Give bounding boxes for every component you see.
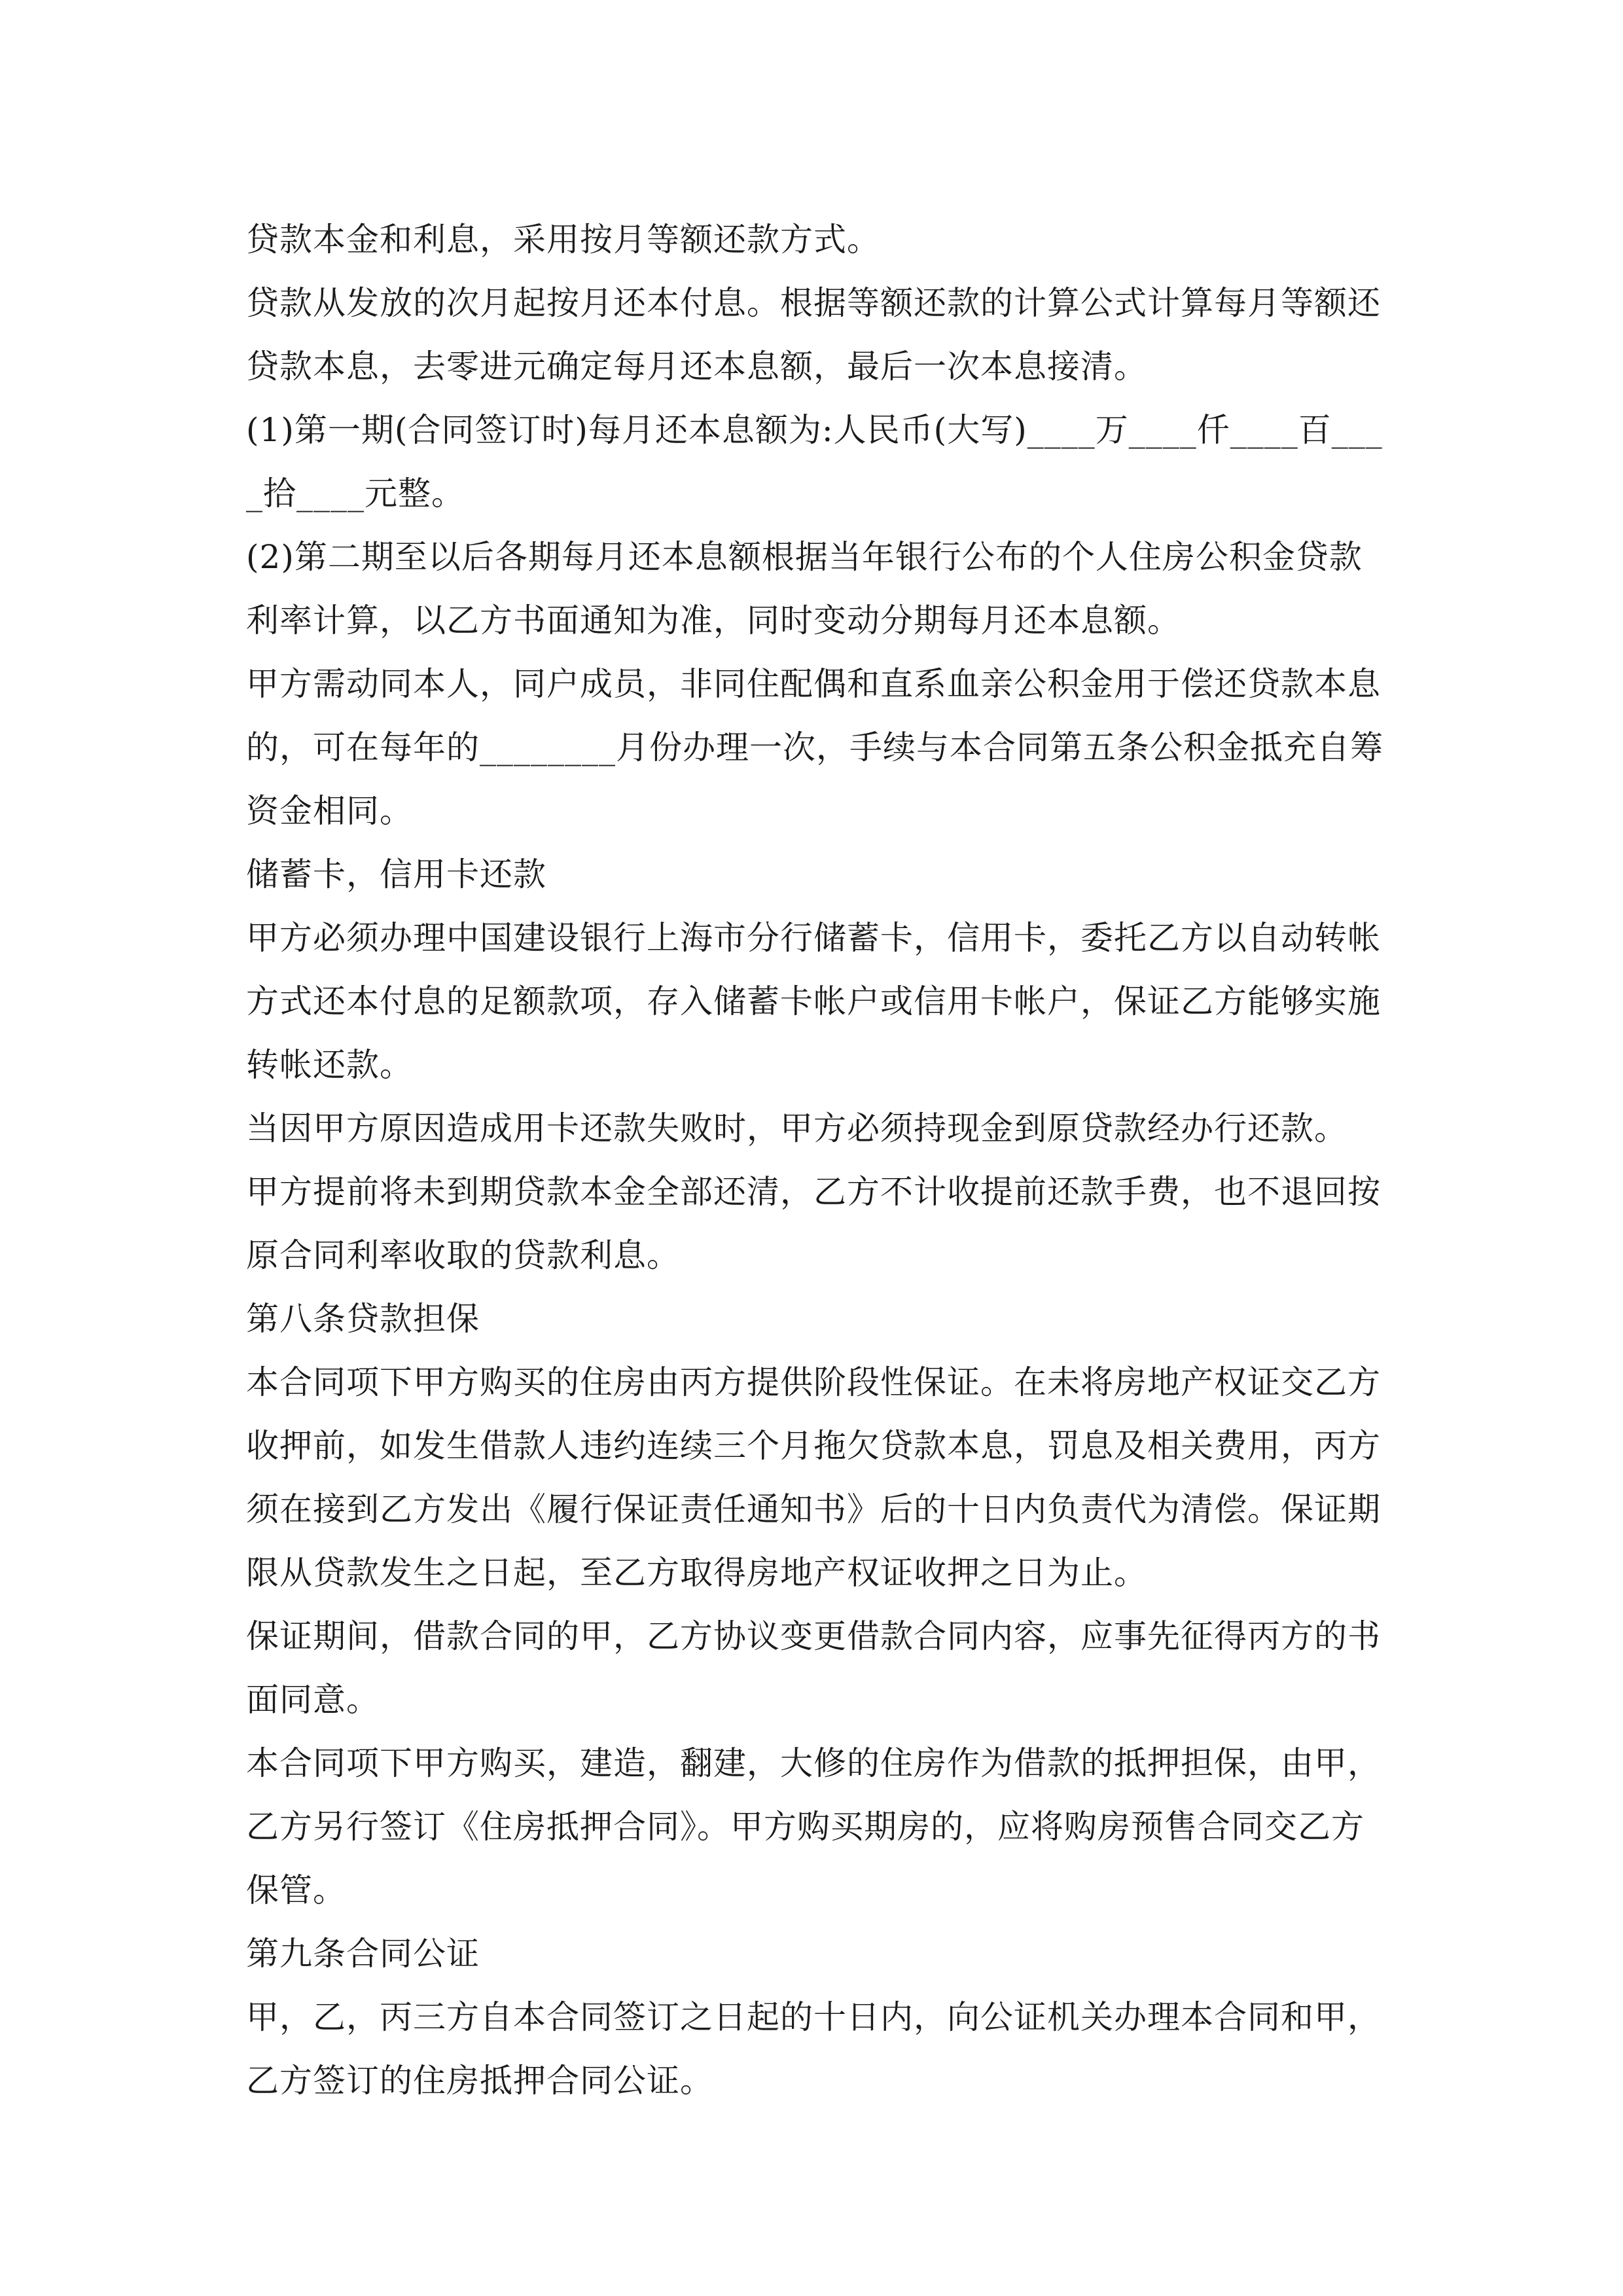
article-heading: 第八条贷款担保: [246, 1300, 480, 1338]
paragraph: (2)第二期至以后各期每月还本息额根据当年银行公布的个人住房公积金贷款利率计算，以乙方书面通知为准，同时变动分期每月还本息额。: [246, 538, 1363, 639]
paragraph: 甲，乙，丙三方自本合同签订之日起的十日内，向公证机关办理本合同和甲，乙方签订的住房抵押合同公证。: [246, 1998, 1381, 2100]
document-body: [246, 208, 1385, 2113]
paragraph: 甲方必须办理中国建设银行上海市分行储蓄卡，信用卡，委托乙方以自动转帐方式还本付息的足额款项，存入储蓄卡帐户或信用卡帐户，保证乙方能够实施转帐还款。: [246, 919, 1381, 1084]
paragraph: 甲方需动同本人，同户成员，非同住配偶和直系血亲公积金用于偿还贷款本息的，可在每年的________月份办理一次，手续与本合同第五条公积金抵充自筹资金相同。: [246, 665, 1383, 830]
paragraph: 本合同项下甲方购买的住房由丙方提供阶段性保证。在未将房地产权证交乙方收押前，如发生借款人违约连续三个月拖欠贷款本息，罚息及相关费用，丙方须在接到乙方发出《履行保证责任通知书》后的十日内负责代为清偿。保证期限从贷款发生之日起，至乙方取得房地产权证收押之日为止。: [246, 1363, 1381, 1592]
paragraph: 贷款从发放的次月起按月还本付息。根据等额还款的计算公式计算每月等额还贷款本息，去零进元确定每月还本息额，最后一次本息接清。: [246, 284, 1381, 386]
paragraph: 贷款本金和利息，采用按月等额还款方式。: [246, 221, 880, 259]
paragraph: (1)第一期(合同签订时)每月还本息额为:人民币(大写)____万____仟____百____拾____元整。: [246, 411, 1383, 512]
paragraph: 本合同项下甲方购买，建造，翻建，大修的住房作为借款的抵押担保，由甲，乙方另行签订《住房抵押合同》。甲方购买期房的，应将购房预售合同交乙方保管。: [246, 1744, 1381, 1909]
paragraph: 甲方提前将未到期贷款本金全部还清，乙方不计收提前还款手费，也不退回按原合同利率收取的贷款利息。: [246, 1173, 1381, 1274]
paragraph: 保证期间，借款合同的甲，乙方协议变更借款合同内容，应事先征得丙方的书面同意。: [246, 1617, 1381, 1719]
article-heading: 第九条合同公证: [246, 1935, 480, 1973]
paragraph: 当因甲方原因造成用卡还款失败时，甲方必须持现金到原贷款经办行还款。: [246, 1109, 1347, 1147]
section-subheading: 储蓄卡，信用卡还款: [246, 855, 546, 893]
